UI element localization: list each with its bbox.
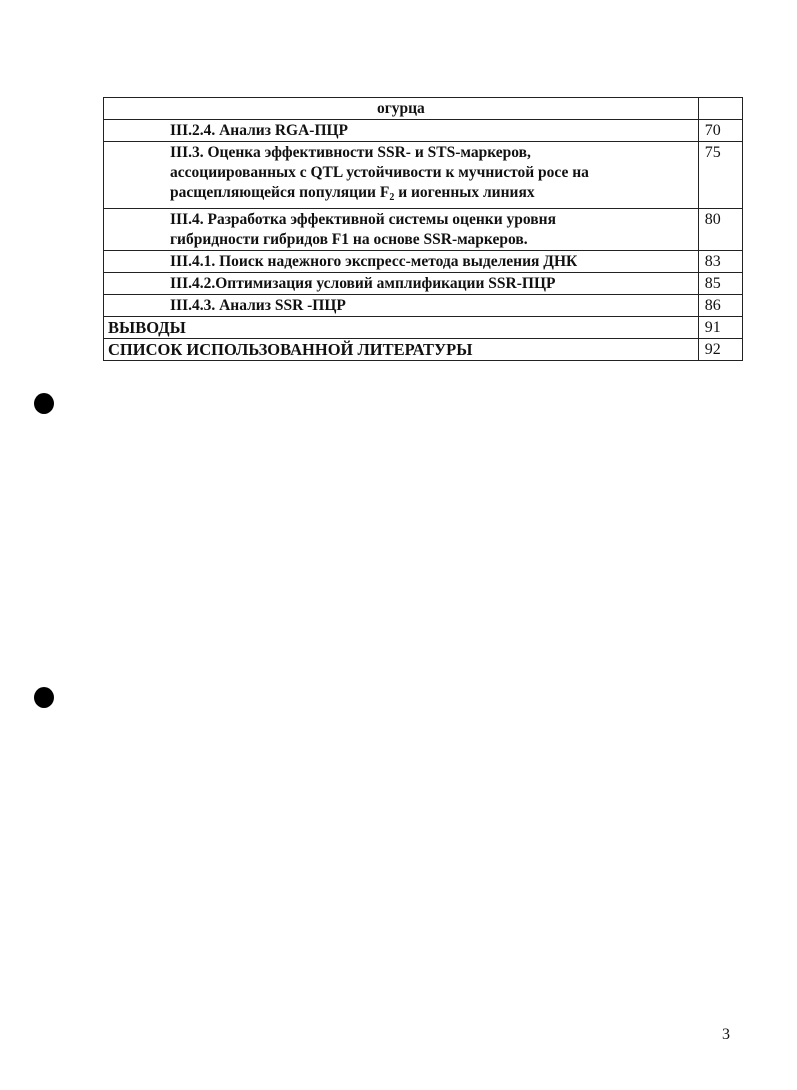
toc-entry-title: III.3. Оценка эффективности SSR- и STS-маркеров, ассоциированных с QTL устойчивости к мучнистой росе на расщепляющейся популяции $F_2$ и иогенных линиях bbox=[104, 142, 699, 209]
toc-entry-page: 92 bbox=[698, 339, 742, 361]
toc-row bbox=[104, 251, 743, 273]
toc-row bbox=[104, 317, 743, 339]
toc-entry-page: 83 bbox=[698, 251, 742, 273]
toc-entry-page: 75 bbox=[698, 142, 742, 209]
toc-entry-page: 91 bbox=[698, 317, 742, 339]
page-number: 3 bbox=[722, 1026, 730, 1043]
toc-row bbox=[104, 273, 743, 295]
toc-entry-page: 80 bbox=[698, 209, 742, 251]
toc-entry-title: III.4. Разработка эффективной системы оценки уровня гибридности гибридов F1 на основе SSR-маркеров. bbox=[104, 209, 699, 251]
toc-entry-page: 70 bbox=[698, 120, 742, 142]
toc-entry-title: III.4.3. Анализ SSR -ПЦР bbox=[104, 295, 699, 317]
toc-entry-title: СПИСОК ИСПОЛЬЗОВАННОЙ ЛИТЕРАТУРЫ bbox=[104, 339, 699, 361]
toc-entry-title: III.4.2.Оптимизация условий амплификации SSR-ПЦР bbox=[104, 273, 699, 295]
toc-entry-page: 85 bbox=[698, 273, 742, 295]
punch-hole-mark bbox=[34, 393, 54, 414]
toc-entry-page bbox=[698, 98, 742, 120]
toc-row bbox=[104, 120, 743, 142]
toc-row bbox=[104, 295, 743, 317]
toc-row bbox=[104, 339, 743, 361]
punch-hole-mark bbox=[34, 687, 54, 708]
subscript: 2 bbox=[389, 192, 395, 203]
toc-row bbox=[104, 209, 743, 251]
toc-entry-title: огурца bbox=[104, 98, 699, 120]
toc-entry-title: III.2.4. Анализ RGA-ПЦР bbox=[104, 120, 699, 142]
toc-entry-page: 86 bbox=[698, 295, 742, 317]
toc-entry-title: ВЫВОДЫ bbox=[104, 317, 699, 339]
toc-row bbox=[104, 142, 743, 209]
toc-entry-title: III.4.1. Поиск надежного экспресс-метода выделения ДНК bbox=[104, 251, 699, 273]
toc-row bbox=[104, 98, 743, 120]
table-of-contents bbox=[103, 97, 743, 361]
